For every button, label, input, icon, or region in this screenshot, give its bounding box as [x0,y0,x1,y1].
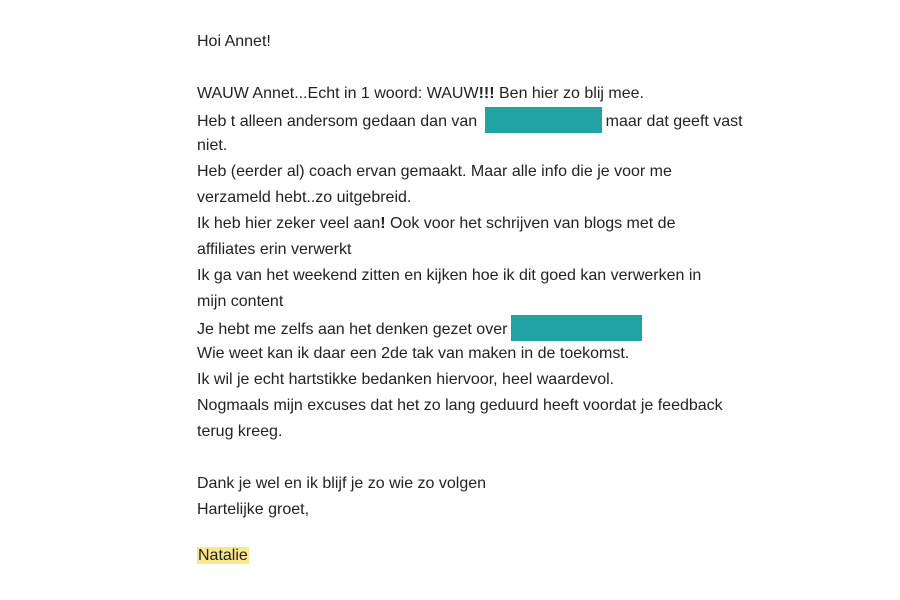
signature: Natalie [198,547,248,564]
body-line: niet. [197,137,228,154]
body-text: WAUW Annet...Echt in 1 woord: WAUW [197,85,479,102]
body-line: Heb (eerder al) coach ervan gemaakt. Maar alle info die je voor me [197,163,672,180]
body-line [197,107,797,133]
body-text: Ben hier zo blij mee. [494,85,644,102]
body-line: Nogmaals mijn excuses dat het zo lang geduurd heeft voordat je feedback [197,397,723,414]
bold-text: !!! [478,85,495,102]
body-text: Ik heb hier zeker veel aan [197,215,381,232]
body-line: Wie weet kan ik daar een 2de tak van maken in de toekomst. [197,345,630,362]
body-text: maar dat geeft vast [605,113,743,130]
body-line: verzameld hebt..zo uitgebreid. [197,189,412,206]
body-text: Je hebt me zelfs aan het denken gezet over [197,321,508,338]
redaction-block [511,315,642,341]
body-line [197,211,797,237]
body-line: mijn content [197,293,284,310]
closing-line: Hartelijke groet, [197,501,310,518]
body-text: Ook voor het schrijven van blogs met de [385,215,676,232]
body-line: terug kreeg. [197,423,283,440]
body-line: Ik ga van het weekend zitten en kijken hoe ik dit goed kan verwerken in [197,267,702,284]
body-line [197,81,797,107]
body-text: Heb t alleen andersom gedaan dan van [197,113,482,130]
redaction-block [485,107,602,133]
body-line [197,315,797,341]
body-line: Ik wil je echt hartstikke bedanken hiervoor, heel waardevol. [197,371,615,388]
signature-line [197,543,797,569]
blank-line [197,55,797,81]
closing-line: Dank je wel en ik blijf je zo wie zo volgen [197,475,487,492]
blank-line [197,445,797,471]
blank-line [197,523,797,543]
email-body [197,29,797,569]
bold-text: ! [380,215,386,232]
body-line: affiliates erin verwerkt [197,241,352,258]
greeting: Hoi Annet! [197,33,271,50]
